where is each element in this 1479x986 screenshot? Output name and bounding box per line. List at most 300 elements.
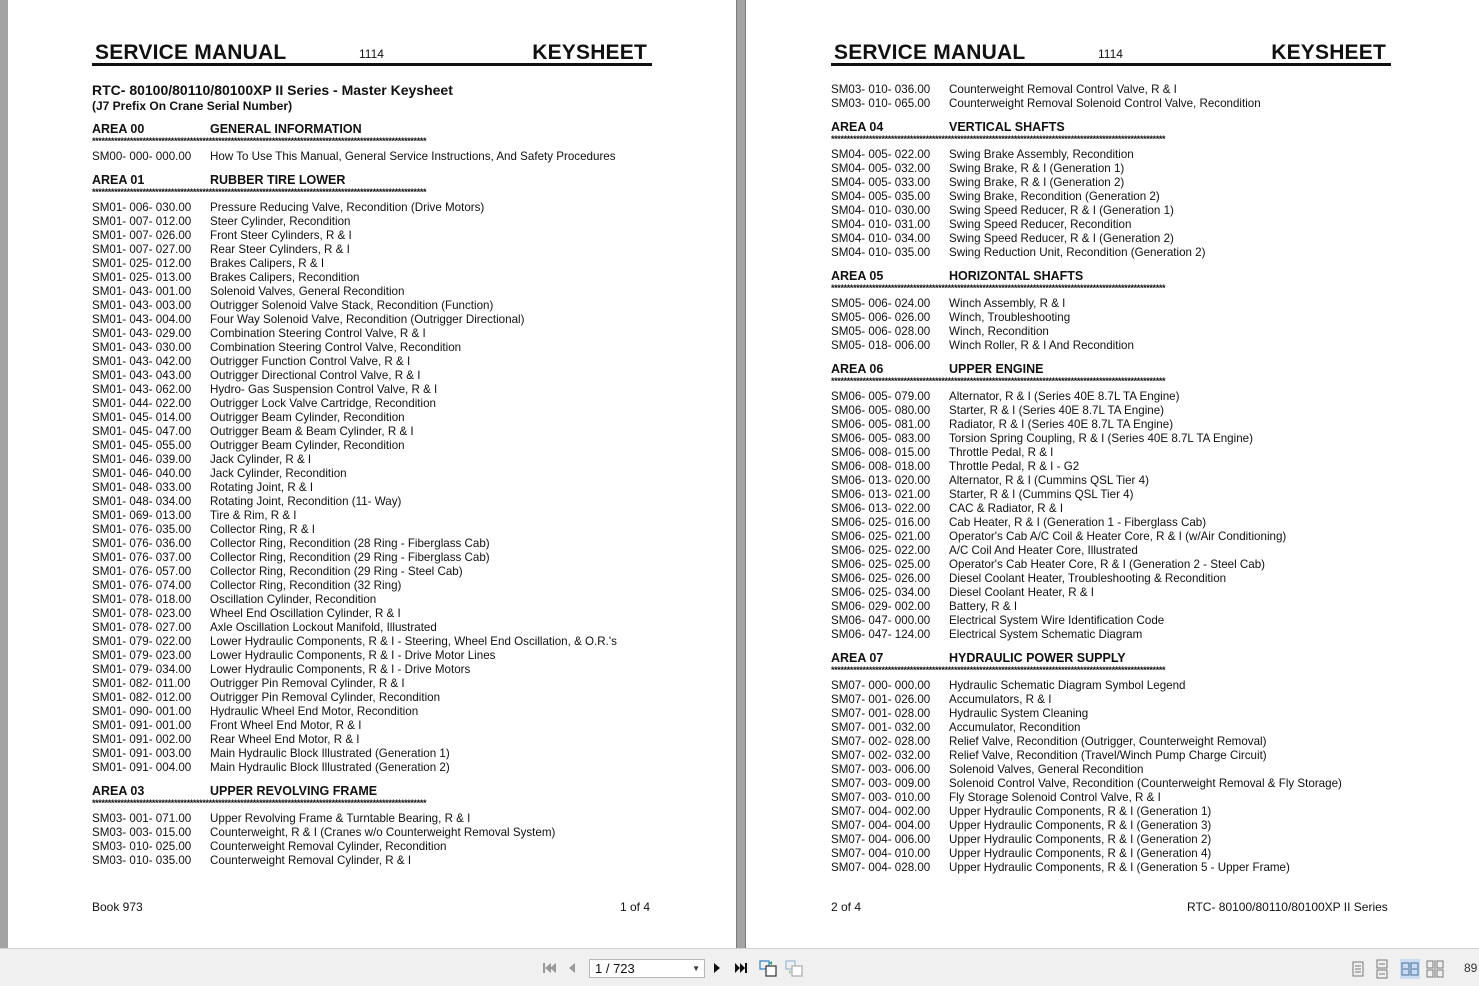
item-description: Jack Cylinder, R & I — [210, 453, 312, 466]
item-description: Lower Hydraulic Components, R & I - Drive Motors — [210, 663, 471, 676]
two-page-continuous-view-icon — [1425, 959, 1445, 979]
previous-page-icon — [567, 962, 577, 974]
item-code: SM05- 018- 006.00 — [831, 339, 931, 352]
page-header — [831, 40, 1391, 66]
next-page-icon — [712, 962, 722, 974]
item-description: Outrigger Solenoid Valve Stack, Recondition (Function) — [210, 299, 494, 312]
list-item — [831, 246, 1391, 260]
item-description: Radiator, R & I (Series 40E 8.7L TA Engine) — [949, 418, 1174, 431]
item-description: Collector Ring, Recondition (29 Ring - Fiberglass Cab) — [210, 551, 490, 564]
item-description: Electrical System Schematic Diagram — [949, 628, 1143, 641]
item-description: Diesel Coolant Heater, Troubleshooting & Recondition — [949, 572, 1227, 585]
item-code: SM05- 006- 024.00 — [831, 297, 931, 310]
item-code: SM01- 045- 055.00 — [92, 439, 192, 452]
item-code: SM01- 046- 040.00 — [92, 467, 192, 480]
item-code: SM07- 003- 009.00 — [831, 777, 931, 790]
area-name: VERTICAL SHAFTS — [949, 120, 1065, 134]
list-item — [92, 327, 652, 341]
list-item — [92, 812, 652, 826]
list-item — [92, 243, 652, 257]
area-list — [92, 122, 652, 868]
item-code: SM07- 002- 028.00 — [831, 735, 931, 748]
list-item — [831, 446, 1391, 460]
asterisk-divider: ********************************************************************************************************** — [831, 377, 1166, 386]
item-description: Accumulator, Recondition — [949, 721, 1081, 734]
list-item — [92, 201, 652, 215]
two-page-view-button[interactable] — [1400, 959, 1420, 979]
item-description: Front Wheel End Motor, R & I — [210, 719, 362, 732]
list-item — [831, 488, 1391, 502]
item-code: SM06- 029- 002.00 — [831, 600, 931, 613]
list-item — [92, 523, 652, 537]
item-description: Relief Valve, Recondition (Travel/Winch Pump Charge Circuit) — [949, 749, 1267, 762]
item-code: SM07- 004- 010.00 — [831, 847, 931, 860]
item-description: Rotating Joint, Recondition (11- Way) — [210, 495, 402, 508]
item-description: Brakes Calipers, R & I — [210, 257, 325, 270]
list-item — [831, 819, 1391, 833]
item-description: Outrigger Lock Valve Cartridge, Recondition — [210, 397, 436, 410]
header-code: 1114 — [359, 47, 384, 61]
list-item — [831, 614, 1391, 628]
item-description: Upper Revolving Frame & Turntable Bearing, R & I — [210, 812, 471, 825]
item-description: Outrigger Beam Cylinder, Recondition — [210, 439, 405, 452]
item-code: SM07- 003- 010.00 — [831, 791, 931, 804]
item-code: SM06- 005- 083.00 — [831, 432, 931, 445]
item-list — [831, 148, 1391, 260]
list-item — [92, 593, 652, 607]
item-description: Oscillation Cylinder, Recondition — [210, 593, 377, 606]
item-description: Battery, R & I — [949, 600, 1018, 613]
list-item — [92, 229, 652, 243]
area-number: AREA 04 — [831, 120, 884, 134]
list-item — [92, 369, 652, 383]
item-code: SM07- 004- 006.00 — [831, 833, 931, 846]
list-item — [831, 162, 1391, 176]
header-service-manual: SERVICE MANUAL — [95, 41, 287, 64]
area-name: RUBBER TIRE LOWER — [210, 173, 346, 187]
item-code: SM06- 005- 079.00 — [831, 390, 931, 403]
list-item — [92, 299, 652, 313]
list-item — [831, 516, 1391, 530]
item-description: Swing Brake, Recondition (Generation 2) — [949, 190, 1160, 203]
list-item — [831, 693, 1391, 707]
item-code: SM06- 013- 020.00 — [831, 474, 931, 487]
list-item — [92, 341, 652, 355]
item-code: SM00- 000- 000.00 — [92, 150, 192, 163]
item-description: Winch, Troubleshooting — [949, 311, 1071, 324]
list-item — [831, 735, 1391, 749]
header-keysheet: KEYSHEET — [532, 41, 647, 64]
area-number: AREA 07 — [831, 651, 884, 665]
item-description: Diesel Coolant Heater, R & I — [949, 586, 1094, 599]
item-code: SM07- 004- 004.00 — [831, 819, 931, 832]
list-item — [831, 404, 1391, 418]
list-item — [92, 761, 652, 775]
item-code: SM03- 003- 015.00 — [92, 826, 192, 839]
item-description: Steer Cylinder, Recondition — [210, 215, 351, 228]
two-page-continuous-view-button[interactable] — [1425, 959, 1445, 979]
item-description: Collector Ring, Recondition (29 Ring - Steel Cab) — [210, 565, 463, 578]
list-item — [92, 649, 652, 663]
area-heading — [92, 173, 652, 187]
area-number: AREA 01 — [92, 173, 145, 187]
item-description: Throttle Pedal, R & I — [949, 446, 1054, 459]
item-description: Alternator, R & I (Series 40E 8.7L TA Engine) — [949, 390, 1180, 403]
item-description: Pressure Reducing Valve, Recondition (Drive Motors) — [210, 201, 485, 214]
item-code: SM01- 046- 039.00 — [92, 453, 192, 466]
list-item — [831, 218, 1391, 232]
item-description: Upper Hydraulic Components, R & I (Generation 3) — [949, 819, 1212, 832]
previous-view-icon — [759, 959, 777, 977]
next-view-button[interactable] — [784, 959, 804, 977]
continued-items — [831, 83, 1391, 111]
item-code: SM06- 025- 025.00 — [831, 558, 931, 571]
list-item — [831, 190, 1391, 204]
area-number: AREA 06 — [831, 362, 884, 376]
next-page-button[interactable] — [710, 959, 724, 977]
footer-series: RTC- 80100/80110/80100XP II Series — [1187, 900, 1388, 914]
item-code: SM03- 010- 025.00 — [92, 840, 192, 853]
header-service-manual: SERVICE MANUAL — [834, 41, 1026, 64]
item-code: SM01- 079- 034.00 — [92, 663, 192, 676]
item-code: SM04- 010- 034.00 — [831, 232, 931, 245]
list-item — [92, 663, 652, 677]
list-item — [92, 565, 652, 579]
list-item — [92, 840, 652, 854]
item-description: A/C Coil And Heater Core, Illustrated — [949, 544, 1138, 557]
document-subtitle: (J7 Prefix On Crane Serial Number) — [92, 99, 293, 113]
list-item — [92, 481, 652, 495]
item-description: Hydro- Gas Suspension Control Valve, R & I — [210, 383, 438, 396]
item-code: SM01- 045- 047.00 — [92, 425, 192, 438]
item-description: Brakes Calipers, Recondition — [210, 271, 360, 284]
zoom-level[interactable]: 89 — [1464, 961, 1478, 975]
list-item — [831, 805, 1391, 819]
list-item — [831, 861, 1391, 875]
first-page-icon — [542, 962, 556, 974]
item-code: SM01- 069- 013.00 — [92, 509, 192, 522]
item-description: Counterweight Removal Cylinder, Recondition — [210, 840, 447, 853]
list-item — [831, 679, 1391, 693]
item-list — [92, 150, 652, 164]
first-page-button[interactable] — [540, 959, 558, 977]
item-code: SM01- 007- 026.00 — [92, 229, 192, 242]
page-2-content — [831, 40, 1391, 875]
list-item — [92, 691, 652, 705]
item-code: SM01- 082- 012.00 — [92, 691, 192, 704]
pdf-page-2 — [745, 0, 1479, 948]
list-item — [831, 791, 1391, 805]
list-item — [92, 355, 652, 369]
list-item — [831, 418, 1391, 432]
previous-page-button[interactable] — [565, 959, 579, 977]
continuous-view-icon — [1372, 959, 1392, 979]
list-item — [92, 383, 652, 397]
list-item — [831, 749, 1391, 763]
list-item — [831, 847, 1391, 861]
item-list — [92, 201, 652, 775]
item-description: Upper Hydraulic Components, R & I (Generation 2) — [949, 833, 1212, 846]
item-code: SM01- 079- 023.00 — [92, 649, 192, 662]
single-page-view-icon — [1348, 959, 1368, 979]
area-heading — [831, 362, 1391, 376]
header-code: 1114 — [1098, 47, 1123, 61]
area-list — [831, 120, 1391, 875]
item-description: Electrical System Wire Identification Code — [949, 614, 1165, 627]
item-description: Collector Ring, Recondition (32 Ring) — [210, 579, 402, 592]
page-number-select[interactable] — [589, 959, 705, 978]
item-code: SM01- 048- 033.00 — [92, 481, 192, 494]
item-description: Operator's Cab Heater Core, R & I (Generation 2 - Steel Cab) — [949, 558, 1266, 571]
item-description: Collector Ring, R & I — [210, 523, 316, 536]
item-code: SM01- 076- 036.00 — [92, 537, 192, 550]
item-description: Fly Storage Solenoid Control Valve, R & I — [949, 791, 1161, 804]
item-description: Swing Brake, R & I (Generation 1) — [949, 162, 1125, 175]
item-list — [831, 679, 1391, 875]
item-code: SM01- 048- 034.00 — [92, 495, 192, 508]
item-description: Counterweight Removal Control Valve, R & I — [949, 83, 1177, 96]
list-item — [92, 635, 652, 649]
area-number: AREA 03 — [92, 784, 145, 798]
list-item — [831, 721, 1391, 735]
list-item — [92, 271, 652, 285]
header-keysheet: KEYSHEET — [1271, 41, 1386, 64]
item-code: SM06- 025- 022.00 — [831, 544, 931, 557]
item-description: Lower Hydraulic Components, R & I - Drive Motor Lines — [210, 649, 496, 662]
page-indicator: 1 / 723 — [595, 961, 635, 976]
item-description: Jack Cylinder, Recondition — [210, 467, 347, 480]
item-code: SM06- 008- 015.00 — [831, 446, 931, 459]
list-item — [92, 150, 652, 164]
item-code: SM01- 043- 042.00 — [92, 355, 192, 368]
item-description: Swing Speed Reducer, R & I (Generation 1) — [949, 204, 1174, 217]
list-item — [831, 544, 1391, 558]
list-item — [831, 833, 1391, 847]
item-description: Hydraulic System Cleaning — [949, 707, 1089, 720]
item-code: SM03- 010- 036.00 — [831, 83, 931, 96]
item-description: Tire & Rim, R & I — [210, 509, 297, 522]
item-description: Swing Brake Assembly, Recondition — [949, 148, 1134, 161]
footer-book: Book 973 — [92, 900, 143, 914]
item-description: Operator's Cab A/C Coil & Heater Core, R & I (w/Air Conditioning) — [949, 530, 1287, 543]
list-item — [92, 411, 652, 425]
list-item — [831, 432, 1391, 446]
item-description: Counterweight, R & I (Cranes w/o Counterweight Removal System) — [210, 826, 556, 839]
item-code: SM06- 025- 026.00 — [831, 572, 931, 585]
list-item — [92, 425, 652, 439]
list-item — [92, 607, 652, 621]
item-description: Main Hydraulic Block Illustrated (Generation 1) — [210, 747, 450, 760]
list-item — [92, 509, 652, 523]
area-heading — [831, 120, 1391, 134]
list-item — [831, 390, 1391, 404]
list-item — [831, 586, 1391, 600]
item-description: Front Steer Cylinders, R & I — [210, 229, 352, 242]
item-description: Swing Reduction Unit, Recondition (Generation 2) — [949, 246, 1206, 259]
item-code: SM01- 043- 001.00 — [92, 285, 192, 298]
item-code: SM06- 025- 034.00 — [831, 586, 931, 599]
list-item — [831, 297, 1391, 311]
item-code: SM05- 006- 026.00 — [831, 311, 931, 324]
item-description: Collector Ring, Recondition (28 Ring - Fiberglass Cab) — [210, 537, 490, 550]
list-item — [92, 551, 652, 565]
item-code: SM07- 004- 028.00 — [831, 861, 931, 874]
item-description: Outrigger Beam Cylinder, Recondition — [210, 411, 405, 424]
list-item — [92, 621, 652, 635]
item-code: SM01- 076- 074.00 — [92, 579, 192, 592]
single-page-view-button[interactable] — [1348, 959, 1368, 979]
item-description: Solenoid Control Valve, Recondition (Counterweight Removal & Fly Storage) — [949, 777, 1342, 790]
item-description: Counterweight Removal Cylinder, R & I — [210, 854, 412, 867]
item-description: Main Hydraulic Block Illustrated (Generation 2) — [210, 761, 450, 774]
item-code: SM07- 000- 000.00 — [831, 679, 931, 692]
page-header — [92, 40, 652, 66]
item-code: SM01- 043- 029.00 — [92, 327, 192, 340]
item-code: SM07- 001- 028.00 — [831, 707, 931, 720]
list-item — [831, 558, 1391, 572]
item-code: SM06- 013- 022.00 — [831, 502, 931, 515]
list-item — [831, 311, 1391, 325]
item-description: Outrigger Function Control Valve, R & I — [210, 355, 411, 368]
list-item — [92, 826, 652, 840]
previous-view-button[interactable] — [758, 959, 778, 977]
item-description: Swing Brake, R & I (Generation 2) — [949, 176, 1125, 189]
last-page-icon — [734, 962, 748, 974]
item-code: SM01- 091- 001.00 — [92, 719, 192, 732]
list-item — [92, 313, 652, 327]
item-description: Starter, R & I (Series 40E 8.7L TA Engine) — [949, 404, 1165, 417]
list-item — [92, 719, 652, 733]
item-code: SM01- 078- 018.00 — [92, 593, 192, 606]
list-item — [92, 453, 652, 467]
last-page-button[interactable] — [732, 959, 750, 977]
page-1-content — [92, 40, 652, 868]
area-heading — [831, 269, 1391, 283]
item-code: SM01- 079- 022.00 — [92, 635, 192, 648]
area-heading — [92, 122, 652, 136]
asterisk-divider: ********************************************************************************************************** — [92, 137, 427, 146]
list-item — [92, 495, 652, 509]
item-code: SM06- 047- 124.00 — [831, 628, 931, 641]
item-code: SM04- 010- 035.00 — [831, 246, 931, 259]
item-description: Solenoid Valves, General Recondition — [210, 285, 405, 298]
item-code: SM06- 047- 000.00 — [831, 614, 931, 627]
item-description: Throttle Pedal, R & I - G2 — [949, 460, 1080, 473]
chevron-down-icon: ▼ — [692, 964, 700, 973]
item-code: SM04- 005- 035.00 — [831, 190, 931, 203]
item-code: SM06- 025- 021.00 — [831, 530, 931, 543]
asterisk-divider: ********************************************************************************************************** — [831, 135, 1166, 144]
list-item — [92, 397, 652, 411]
item-description: Outrigger Directional Control Valve, R & I — [210, 369, 421, 382]
footer-page-number: 1 of 4 — [620, 900, 651, 914]
list-item — [92, 215, 652, 229]
item-description: Lower Hydraulic Components, R & I - Steering, Wheel End Oscillation, & O.R.'s — [210, 635, 617, 648]
area-heading — [92, 784, 652, 798]
item-code: SM04- 010- 030.00 — [831, 204, 931, 217]
item-code: SM01- 076- 037.00 — [92, 551, 192, 564]
item-code: SM01- 043- 043.00 — [92, 369, 192, 382]
item-code: SM01- 043- 030.00 — [92, 341, 192, 354]
item-code: SM07- 004- 002.00 — [831, 805, 931, 818]
list-item — [92, 285, 652, 299]
item-code: SM01- 025- 013.00 — [92, 271, 192, 284]
list-item — [92, 257, 652, 271]
item-code: SM01- 091- 002.00 — [92, 733, 192, 746]
item-code: SM04- 010- 031.00 — [831, 218, 931, 231]
item-description: Four Way Solenoid Valve, Recondition (Outrigger Directional) — [210, 313, 525, 326]
navigation-toolbar — [0, 948, 1479, 986]
asterisk-divider: ********************************************************************************************************** — [92, 188, 427, 197]
list-item — [831, 628, 1391, 642]
item-list — [831, 297, 1391, 353]
item-code: SM06- 008- 018.00 — [831, 460, 931, 473]
area-name: UPPER REVOLVING FRAME — [210, 784, 378, 798]
item-description: Combination Steering Control Valve, Recondition — [210, 341, 462, 354]
item-description: Hydraulic Wheel End Motor, Recondition — [210, 705, 419, 718]
item-description: CAC & Radiator, R & I — [949, 502, 1064, 515]
item-code: SM01- 078- 027.00 — [92, 621, 192, 634]
pdf-page-1 — [8, 0, 737, 948]
item-description: Relief Valve, Recondition (Outrigger, Counterweight Removal) — [949, 735, 1267, 748]
item-code: SM01- 076- 057.00 — [92, 565, 192, 578]
asterisk-divider: ********************************************************************************************************** — [831, 666, 1166, 675]
list-item — [92, 733, 652, 747]
next-view-icon — [785, 959, 803, 977]
item-description: Torsion Spring Coupling, R & I (Series 40E 8.7L TA Engine) — [949, 432, 1253, 445]
list-item — [831, 176, 1391, 190]
item-code: SM05- 006- 028.00 — [831, 325, 931, 338]
list-item — [831, 325, 1391, 339]
item-code: SM01- 007- 012.00 — [92, 215, 192, 228]
item-description: Accumulators, R & I — [949, 693, 1052, 706]
item-description: Alternator, R & I (Cummins QSL Tier 4) — [949, 474, 1149, 487]
asterisk-divider: ********************************************************************************************************** — [831, 284, 1166, 293]
item-code: SM06- 025- 016.00 — [831, 516, 931, 529]
item-description: Starter, R & I (Cummins QSL Tier 4) — [949, 488, 1134, 501]
area-name: UPPER ENGINE — [949, 362, 1044, 376]
item-description: Outrigger Pin Removal Cylinder, Recondition — [210, 691, 441, 704]
item-code: SM07- 003- 006.00 — [831, 763, 931, 776]
asterisk-divider: ********************************************************************************************************** — [92, 799, 427, 808]
item-code: SM01- 007- 027.00 — [92, 243, 192, 256]
continuous-view-button[interactable] — [1372, 959, 1392, 979]
item-description: Upper Hydraulic Components, R & I (Generation 1) — [949, 805, 1212, 818]
item-description: Outrigger Beam & Beam Cylinder, R & I — [210, 425, 414, 438]
item-code: SM01- 082- 011.00 — [92, 677, 191, 690]
item-code: SM06- 005- 081.00 — [831, 418, 931, 431]
item-code: SM07- 002- 032.00 — [831, 749, 931, 762]
item-code: SM01- 043- 062.00 — [92, 383, 192, 396]
item-description: Outrigger Pin Removal Cylinder, R & I — [210, 677, 405, 690]
list-item — [92, 854, 652, 868]
list-item — [92, 467, 652, 481]
item-description: Rear Wheel End Motor, R & I — [210, 733, 360, 746]
item-description: Cab Heater, R & I (Generation 1 - Fiberglass Cab) — [949, 516, 1207, 529]
item-description: Upper Hydraulic Components, R & I (Generation 4) — [949, 847, 1212, 860]
list-item — [831, 148, 1391, 162]
list-item — [831, 707, 1391, 721]
item-description: Winch, Recondition — [949, 325, 1049, 338]
item-code: SM03- 010- 035.00 — [92, 854, 192, 867]
item-code: SM01- 091- 004.00 — [92, 761, 192, 774]
item-code: SM01- 043- 004.00 — [92, 313, 192, 326]
item-code: SM07- 001- 026.00 — [831, 693, 931, 706]
area-name: GENERAL INFORMATION — [210, 122, 362, 136]
item-description: Counterweight Removal Solenoid Control Valve, Recondition — [949, 97, 1261, 110]
item-code: SM04- 005- 033.00 — [831, 176, 931, 189]
item-code: SM01- 078- 023.00 — [92, 607, 192, 620]
